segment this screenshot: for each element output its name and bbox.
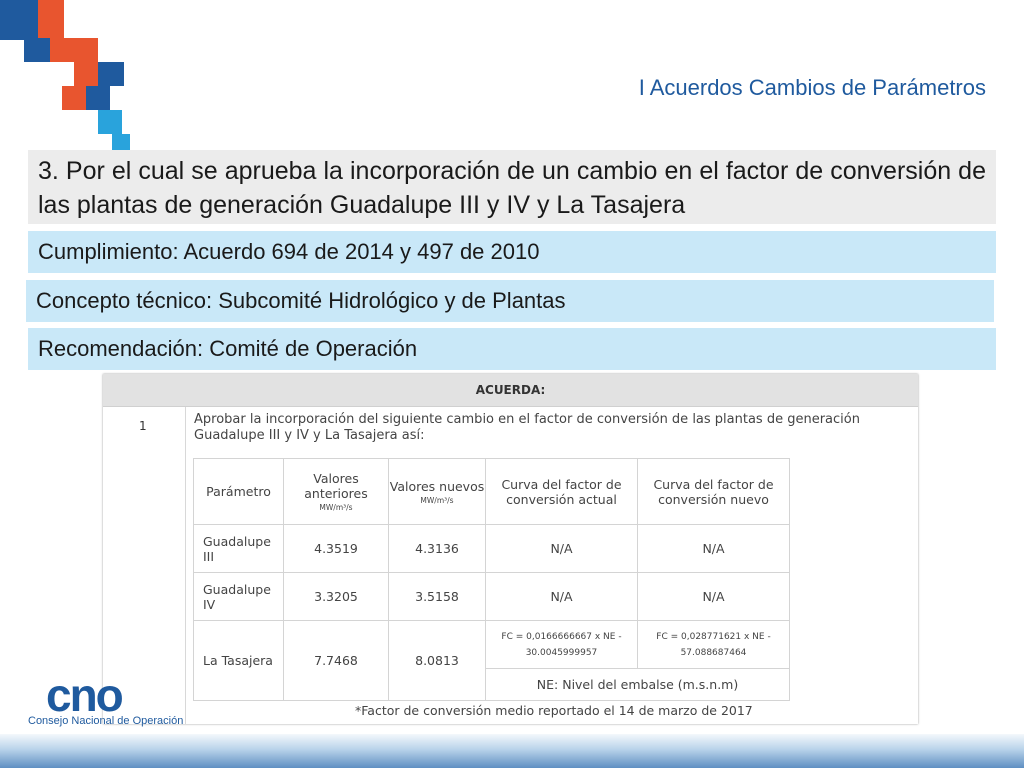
header-parametro: Parámetro: [206, 484, 271, 499]
footer-bar: [0, 734, 1024, 768]
compliance-box: Cumplimiento: Acuerdo 694 de 2014 y 497 de 2010: [28, 231, 996, 273]
cell-nuevos: 3.5158: [389, 573, 486, 621]
table-row: [194, 525, 790, 573]
unit-label: MW/m³/s: [319, 503, 353, 512]
header-cell: [194, 459, 284, 525]
table-row: [194, 573, 790, 621]
footnote: *Factor de conversión medio reportado el 14 de marzo de 2017: [355, 703, 753, 718]
cell-curva-nuevo: N/A: [638, 525, 790, 573]
logo-square: [112, 134, 130, 150]
logo-square: [74, 62, 98, 86]
cell-parametro: Guadalupe III: [194, 525, 284, 573]
table-header-row: [194, 459, 790, 525]
technical-concept-box: Concepto técnico: Subcomité Hidrológico y de Plantas: [26, 280, 994, 322]
header-cell: [389, 459, 486, 525]
cell-curva-nuevo: N/A: [638, 573, 790, 621]
cno-logo: cno: [46, 669, 122, 721]
cell-nuevos: 4.3136: [389, 525, 486, 573]
logo-square: [98, 62, 124, 86]
page-title: I Acuerdos Cambios de Parámetros: [638, 75, 986, 100]
logo-square: [24, 38, 50, 62]
logo-square: [0, 0, 38, 40]
cell-curva-actual: N/A: [486, 573, 638, 621]
agreement-statement: 3. Por el cual se aprueba la incorporación de un cambio en el factor de conversión de las plantas de generación Guadalupe III y IV y La Tasajera: [28, 150, 996, 224]
logo-square: [38, 0, 64, 38]
agreement-document: [103, 374, 918, 724]
cell-parametro: Guadalupe IV: [194, 573, 284, 621]
cell-anteriores: 7.7468: [284, 621, 389, 701]
recommendation-box: Recomendación: Comité de Operación: [28, 328, 996, 370]
logo-square: [86, 86, 110, 110]
cell-curva-actual: N/A: [486, 525, 638, 573]
cell-curva-actual: FC = 0,0166666667 x NE - 30.0045999957: [486, 621, 638, 669]
logo-square: [50, 38, 98, 62]
cell-anteriores: 3.3205: [284, 573, 389, 621]
logo-square: [62, 86, 86, 110]
header-cell: [284, 459, 389, 525]
cell-anteriores: 4.3519: [284, 525, 389, 573]
unit-label: MW/m³/s: [420, 495, 454, 505]
cell-nuevos: 8.0813: [389, 621, 486, 701]
cell-curva-nuevo: FC = 0,028771621 x NE - 57.088687464: [638, 621, 790, 669]
organization-name: Consejo Nacional de Operación: [28, 715, 184, 727]
parameters-table: [193, 458, 790, 701]
header-curva-nuevo: Curva del factor de conversión nuevo: [653, 476, 774, 507]
cell-parametro: La Tasajera: [194, 621, 284, 701]
document-heading: ACUERDA:: [103, 374, 918, 407]
item-text: Aprobar la incorporación del siguiente cambio en el factor de conversión de las plantas de generación Guadalupe III y IV y La Tasajera así:: [194, 412, 860, 443]
header-cell: [638, 459, 790, 525]
header-nuevos: Valores nuevos: [389, 478, 485, 494]
header-curva-actual: Curva del factor de conversión actual: [501, 476, 622, 507]
table-row: [194, 621, 790, 669]
header-cell: [486, 459, 638, 525]
logo-square: [98, 110, 122, 134]
header-anteriores: Valores anteriores: [304, 471, 368, 501]
item-number: 1: [139, 419, 147, 433]
ne-note: NE: Nivel del embalse (m.s.n.m): [486, 669, 790, 701]
